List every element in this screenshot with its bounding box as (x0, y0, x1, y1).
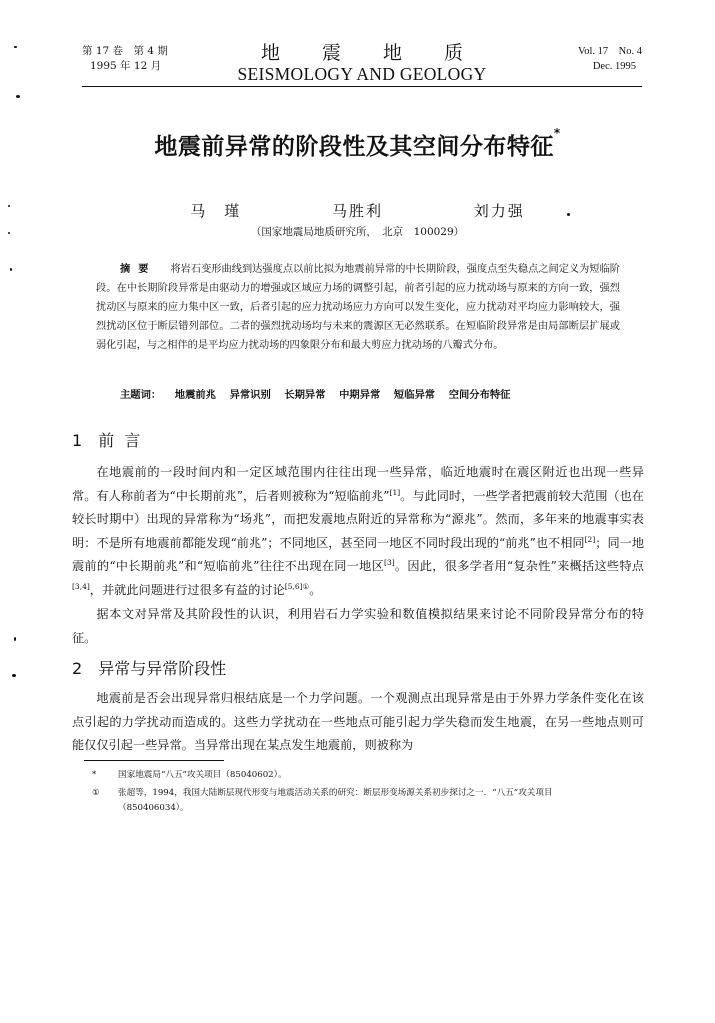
abstract-label: 摘要 (120, 264, 157, 275)
citation: [3] (384, 557, 395, 567)
scan-speck (16, 95, 20, 98)
section-2-paragraph-1: 地震前是否会出现异常归根结底是一个力学问题。一个观测点出现异常是由于外界力学条件变化在该点引起的力学扰动而造成的。这些力学扰动在一些地点可能引起力学失稳而发生地震，在另一些地点则可能仅仅引起一些异常。当异常出现在某点发生地震前，则被称为 (72, 691, 644, 752)
scan-speck (12, 674, 16, 677)
footnote (92, 786, 638, 816)
header-left (82, 44, 168, 74)
scan-speck (8, 205, 10, 207)
title-footnote-mark: * (553, 126, 561, 140)
section-heading-1 (72, 428, 150, 451)
text-run: ，并就此问题进行过很多有益的讨论 (89, 582, 285, 597)
date-en: Dec. 1995 (592, 61, 636, 72)
citation: [2] (584, 534, 596, 544)
author-name: 马胜利 (331, 202, 383, 220)
section-1-paragraph-2: 据本文对异常及其阶段性的认识，利用岩石力学实验和数值模拟结果来讨论不同阶段异常分布的特征。 (72, 607, 644, 645)
volume-issue-en: Vol. 17 No. 4 (578, 46, 642, 57)
section-1-paragraph-1 (72, 461, 644, 602)
footnote-mark: ① (92, 788, 100, 798)
abstract (96, 260, 620, 355)
section-heading-2 (72, 656, 226, 679)
footnote-text: 张超等，1994，我国大陆断层现代形变与地震活动关系的研究：断层形变场源关系初步探讨之一．“八五”攻关项目 (118, 788, 553, 798)
section-number: 1 (72, 431, 83, 450)
keywords-label: 主题词： (120, 389, 162, 401)
journal-name-cn: 地 震 地 质 (260, 42, 482, 64)
paper-title-text: 地震前异常的阶段性及其空间分布特征 (154, 134, 554, 160)
footnote-rule (84, 760, 224, 761)
keyword: 空间分布特征 (448, 389, 511, 401)
author-name: 马 瑾 (190, 202, 242, 220)
header-rule (82, 86, 642, 87)
keyword: 中期异常 (339, 389, 381, 401)
header-right (578, 44, 642, 74)
abstract-text: 将岩石变形曲线到达强度点以前比拟为地震前异常的中长期阶段，强度点至失稳点之间定义为短临阶段。在中长期阶段异常是由驱动力的增强或区域应力场的调整引起，前者引起的应力扰动场与原来的方向一致，强烈扰动区与原来的应力集中区一致，后者引起的应力扰动场应力方向可以发生变化，应力扰动对平均应力影响较大，强烈扰动区位于断层错列部位。二者的强烈扰动场均与未来的震源区无必然联系。在短临阶段异常是由局部断层扩展或弱化引起，与之相伴的是平均应力扰动场的四象限分布和最大剪应力扰动场的八瓣式分布。 (96, 264, 620, 351)
scan-speck (567, 213, 570, 216)
keyword: 短临异常 (393, 389, 436, 401)
keywords (120, 386, 510, 401)
paper-title (0, 128, 715, 161)
scan-speck (14, 46, 17, 48)
footnote (92, 768, 638, 783)
volume-issue-cn: 第 17 卷 第 4 期 (82, 45, 168, 57)
scan-speck (10, 268, 12, 271)
keyword: 长期异常 (284, 389, 326, 401)
date-cn: 1995 年 12 月 (90, 60, 162, 72)
citation: [3,4] (72, 581, 90, 591)
text-run: 。 (309, 582, 322, 597)
journal-name (202, 42, 522, 84)
footnote-mark: * (92, 770, 97, 780)
footnote-text-continued: （850406034）。 (118, 803, 189, 813)
text-run: ；同一地震前的“中长期前兆”和“短临前兆”往往不出现在同一地区 (72, 535, 645, 573)
affiliation: （国家地震局地质研究所， 北京 100029） (250, 226, 465, 238)
section-title: 前言 (98, 431, 151, 450)
author-name: 刘力强 (473, 202, 525, 220)
keyword: 异常识别 (229, 389, 271, 401)
scan-speck (8, 232, 10, 234)
section-number: 2 (72, 659, 83, 678)
text-run: 在地震前的一段时间内和一定区域范围内往往出现一些异常，临近地震时在震区附近也出现一些异常。有人称前者为“中长期前兆”，后者则被称为“短临前兆” (72, 465, 644, 503)
text-run: 。与此同时，一些学者把震前较大范围（也在较长时期中）出现的异常称为“场兆”，而把发震地点附近的异常称为“源兆”。然而，多年来的地震事实表明：不是所有地震前都能发现“前兆”；不同地区，甚至同一地区不同时段出现的“前兆”也不相同 (72, 488, 644, 550)
citation: [1] (389, 487, 401, 497)
keyword: 地震前兆 (174, 389, 216, 401)
author-list (0, 200, 715, 221)
footnote-text: 国家地震局“八五”攻关项目（85040602）。 (118, 770, 287, 780)
text-run: 。因此，很多学者用“复杂性”来概括这些特点 (394, 559, 644, 573)
scan-speck (14, 637, 16, 641)
citation: [5,6]① (284, 581, 310, 591)
running-header (82, 42, 642, 86)
section-title: 异常与异常阶段性 (98, 659, 227, 678)
journal-name-en: SEISMOLOGY AND GEOLOGY (237, 64, 487, 84)
